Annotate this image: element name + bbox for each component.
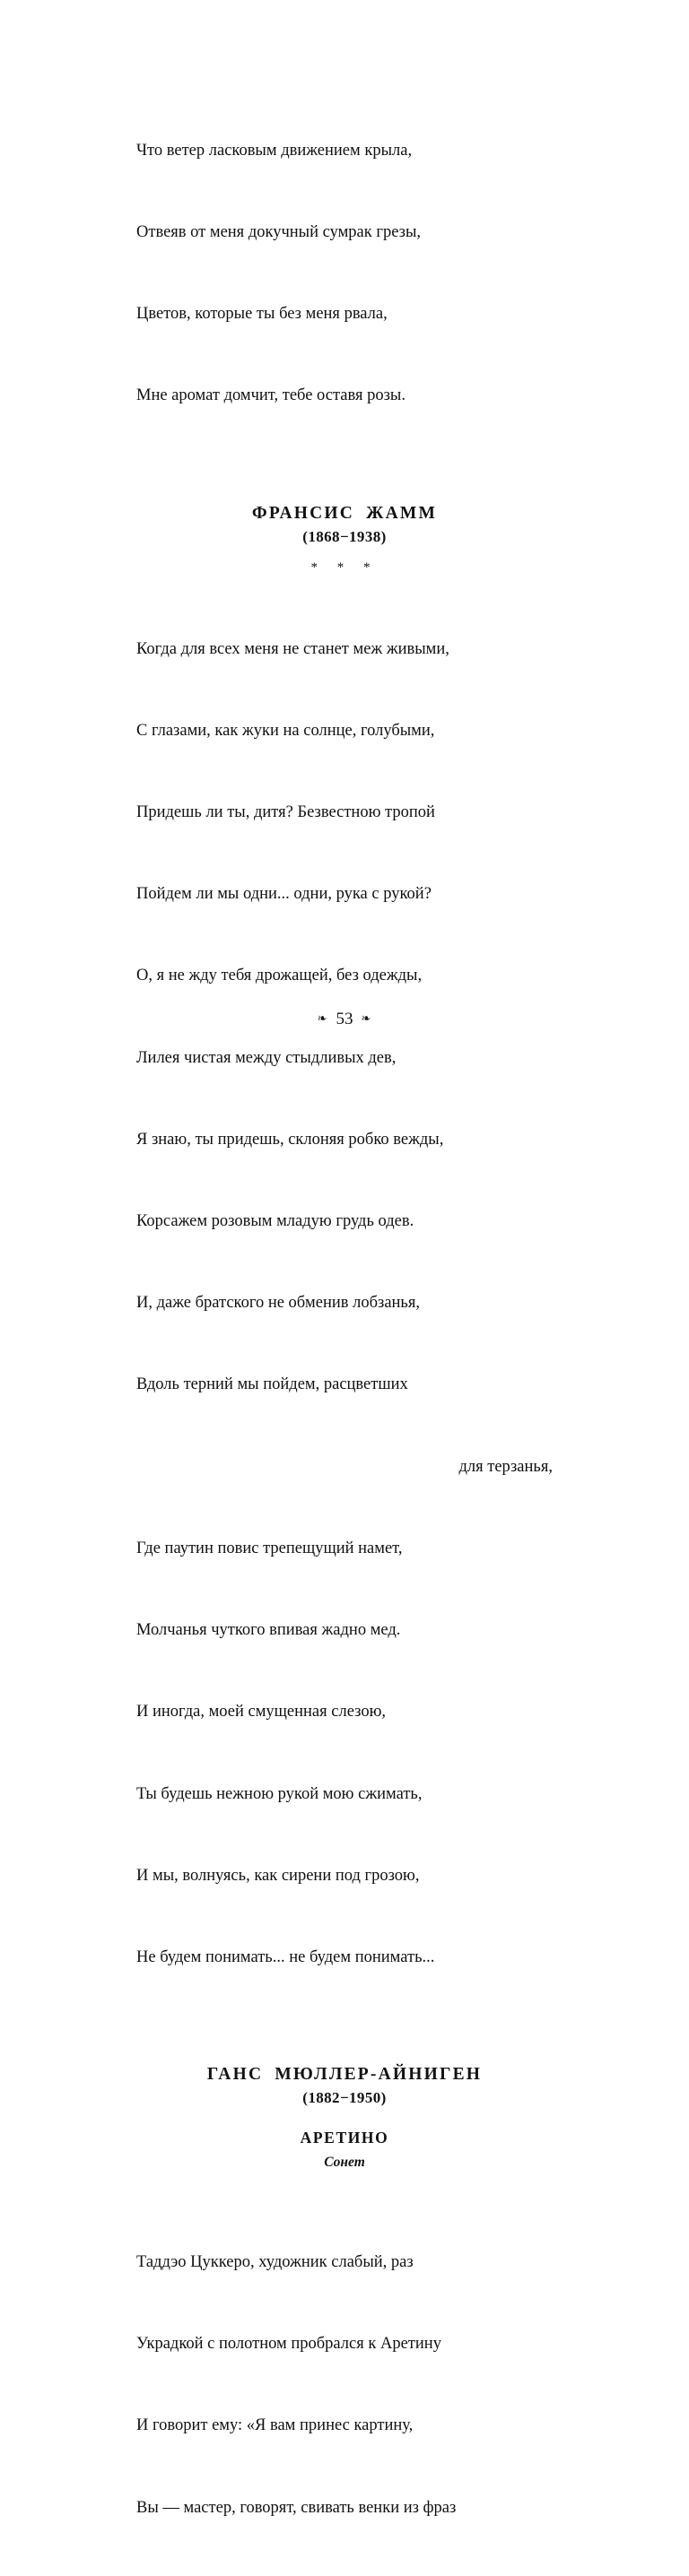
page-footer [0,1010,689,1029]
poem-line: Мне аромат домчит, тебе оставя розы. [136,386,406,405]
poem-line: Придешь ли ты, дитя? Безвестною тропой [136,802,435,821]
poem-line: Цветов, которые ты без меня рвала, [136,305,388,324]
poem-subtitle: Сонет [324,2155,365,2171]
poem-line: Украдкой с полотном пробрался к Аретину [136,2335,441,2354]
poem-line: И говорит ему: «Я вам принес картину, [136,2416,414,2435]
poem-line: Вдоль терний мы пойдем, расцветших [136,1375,408,1394]
author-name: ФРАНСИС ЖАММ [251,503,438,523]
author-life-years: (1882−1950) [302,2089,387,2107]
poem-line: Я знаю, ты придешь, склоняя робко вежды, [136,1130,444,1149]
poem-line: О, я не жду тебя дрожащей, без одежды, [136,967,423,985]
poem-line: Где паутин повис трепещущий намет, [136,1539,403,1557]
poem-fragment-previous [136,82,553,464]
poem-line: И мы, волнуясь, как сирени под грозою, [136,1866,420,1885]
poem-line-runover: для терзанья, [458,1457,553,1476]
poem-line: Что ветер ласковым движением крыла, [136,141,413,160]
poem-line: И иногда, моей смущенная слезою, [136,1703,387,1722]
poem-line: Когда для всех меня не станет меж живыми, [136,639,449,658]
poem-body-jammes [136,581,553,2026]
untitled-poem-stars: * * * [310,559,379,575]
poem-line: Вы — мастер, говорят, свивать венки из фраз [136,2498,457,2517]
poem-line: С глазами, как жуки на солнце, голубыми, [136,721,435,740]
poem-line: Отвеяв от меня докучный сумрак грезы, [136,223,422,242]
ornament-right-icon: ❧ [361,1011,372,1025]
poem-line: Таддэо Цуккеро, художник слабый, раз [136,2253,414,2272]
poem-line: Корсажем розовым младую грудь одев. [136,1212,414,1231]
author-heading-hans-mueller-einigen [136,2065,553,2107]
page-number: 53 [336,1010,353,1028]
ornament-left-icon: ❧ [317,1011,328,1025]
poem-line: Не будем понимать... не будем понимать... [136,1948,435,1966]
poem-line: Молчанья чуткого впивая жадно мед. [136,1621,401,1640]
author-life-years: (1868−1938) [302,527,387,545]
poem-line: Ты будешь нежною рукой мою сжимать, [136,1784,423,1803]
poem-line: Пойдем ли мы одни... одни, рука с рукой? [136,885,432,904]
poem-body-aretino [136,2194,553,2576]
poem-title: АРЕТИНО [300,2129,389,2147]
author-heading-francis-jammes [136,504,553,546]
poem-line: Лилея чистая между стыдливых дев, [136,1048,397,1067]
author-name: ГАНС МЮЛЛЕР-АЙНИГЕН [206,2065,483,2085]
poem-line: И, даже братского не обменив лобзанья, [136,1294,421,1313]
page-content [136,82,553,2576]
